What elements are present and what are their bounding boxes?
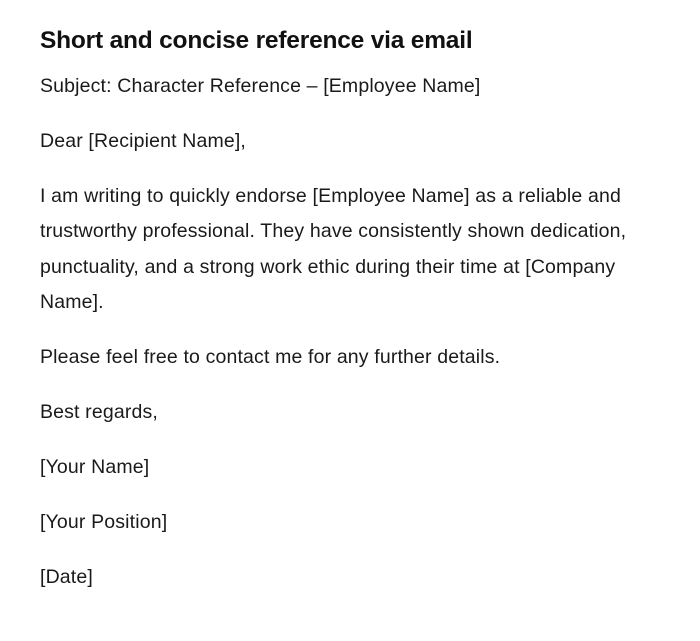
salutation: Dear [Recipient Name],	[40, 129, 246, 152]
document-title: Short and concise reference via email	[40, 27, 473, 54]
signer-position: [Your Position]	[40, 510, 168, 533]
sign-off: Best regards,	[40, 400, 158, 423]
body-paragraph: I am writing to quickly endorse [Employee Name] as a reliable and trustworthy professional. They have consistently shown dedication, punctuality, and a strong work ethic during their time at [Company Name].	[40, 184, 627, 313]
email-subject-line: Subject: Character Reference – [Employee Name]	[40, 75, 481, 97]
reference-email-document	[40, 24, 660, 615]
date-placeholder: [Date]	[40, 565, 93, 588]
closing-line: Please feel free to contact me for any further details.	[40, 345, 501, 368]
signer-name: [Your Name]	[40, 455, 150, 478]
